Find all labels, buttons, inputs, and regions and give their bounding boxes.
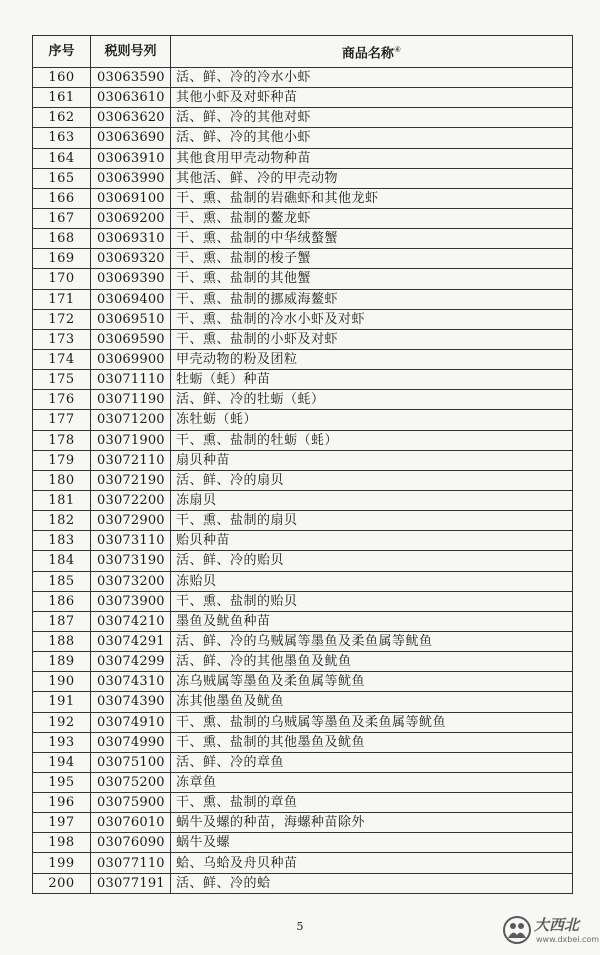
- name-cell: 干、熏、盐制的中华绒螯蟹: [171, 229, 573, 249]
- table-row: [33, 772, 573, 792]
- seq-cell: 191: [33, 692, 91, 712]
- table-row: [33, 450, 573, 470]
- watermark-title: 大西北: [534, 916, 580, 934]
- name-cell: 干、熏、盐制的章鱼: [171, 793, 573, 813]
- seq-cell: 179: [33, 450, 91, 470]
- name-cell: 干、熏、盐制的扇贝: [171, 511, 573, 531]
- name-cell: 干、熏、盐制的鳌龙虾: [171, 208, 573, 228]
- seq-cell: 173: [33, 329, 91, 349]
- name-cell: 甲壳动物的粉及团粒: [171, 349, 573, 369]
- table-row: [33, 672, 573, 692]
- name-cell: 活、鲜、冷的章鱼: [171, 752, 573, 772]
- table-row: [33, 269, 573, 289]
- name-cell: 活、鲜、冷的牡蛎（蚝）: [171, 390, 573, 410]
- table-row: [33, 470, 573, 490]
- name-cell: 活、鲜、冷的其他墨鱼及鱿鱼: [171, 652, 573, 672]
- name-cell: 干、熏、盐制的冷水小虾及对虾: [171, 309, 573, 329]
- code-cell: 03063590: [91, 68, 171, 88]
- code-cell: 03069200: [91, 208, 171, 228]
- name-cell: 干、熏、盐制的贻贝: [171, 591, 573, 611]
- name-cell: 干、熏、盐制的小虾及对虾: [171, 329, 573, 349]
- name-cell: 干、熏、盐制的挪威海鳌虾: [171, 289, 573, 309]
- table-row: [33, 873, 573, 893]
- table-row: [33, 531, 573, 551]
- name-cell: 活、鲜、冷的其他对虾: [171, 108, 573, 128]
- table-row: [33, 188, 573, 208]
- name-cell: 其他食用甲壳动物种苗: [171, 148, 573, 168]
- code-cell: 03075100: [91, 752, 171, 772]
- code-cell: 03069100: [91, 188, 171, 208]
- code-cell: 03073200: [91, 571, 171, 591]
- table-row: [33, 390, 573, 410]
- table-row: [33, 148, 573, 168]
- seq-cell: 184: [33, 551, 91, 571]
- code-cell: 03069320: [91, 249, 171, 269]
- seq-cell: 175: [33, 370, 91, 390]
- seq-cell: 169: [33, 249, 91, 269]
- code-cell: 03075900: [91, 793, 171, 813]
- name-cell: 冻其他墨鱼及鱿鱼: [171, 692, 573, 712]
- code-cell: 03072200: [91, 490, 171, 510]
- seq-cell: 164: [33, 148, 91, 168]
- code-cell: 03071200: [91, 410, 171, 430]
- code-cell: 03074990: [91, 732, 171, 752]
- code-cell: 03071900: [91, 430, 171, 450]
- name-cell: 活、鲜、冷的其他小虾: [171, 128, 573, 148]
- seq-cell: 162: [33, 108, 91, 128]
- name-cell: 墨鱼及鱿鱼种苗: [171, 611, 573, 631]
- seq-cell: 171: [33, 289, 91, 309]
- name-cell: 活、鲜、冷的蛤: [171, 873, 573, 893]
- table-row: [33, 68, 573, 88]
- page-number: 5: [296, 920, 304, 933]
- name-cell: 冻牡蛎（蚝）: [171, 410, 573, 430]
- seq-cell: 198: [33, 833, 91, 853]
- code-cell: 03074310: [91, 672, 171, 692]
- name-cell: 活、鲜、冷的扇贝: [171, 470, 573, 490]
- seq-cell: 181: [33, 490, 91, 510]
- name-cell: 干、熏、盐制的其他墨鱼及鱿鱼: [171, 732, 573, 752]
- seq-cell: 188: [33, 631, 91, 651]
- seq-cell: 168: [33, 229, 91, 249]
- table-body: [33, 68, 573, 894]
- header-name: [171, 36, 573, 68]
- code-cell: 03069900: [91, 349, 171, 369]
- seq-cell: 199: [33, 853, 91, 873]
- seq-cell: 187: [33, 611, 91, 631]
- table-row: [33, 370, 573, 390]
- table-row: [33, 430, 573, 450]
- table-row: [33, 551, 573, 571]
- name-cell: 其他小虾及对虾种苗: [171, 88, 573, 108]
- name-cell: 活、鲜、冷的贻贝: [171, 551, 573, 571]
- name-cell: 冻扇贝: [171, 490, 573, 510]
- seq-cell: 163: [33, 128, 91, 148]
- table-row: [33, 309, 573, 329]
- code-cell: 03069310: [91, 229, 171, 249]
- code-cell: 03074210: [91, 611, 171, 631]
- table-row: [33, 752, 573, 772]
- watermark: [502, 913, 600, 949]
- seq-cell: 160: [33, 68, 91, 88]
- seq-cell: 172: [33, 309, 91, 329]
- name-cell: 蛤、乌蛤及舟贝种苗: [171, 853, 573, 873]
- table-row: [33, 511, 573, 531]
- header-code: 税则号列: [91, 36, 171, 68]
- seq-cell: 189: [33, 652, 91, 672]
- code-cell: 03063910: [91, 148, 171, 168]
- table-row: [33, 611, 573, 631]
- name-cell: 贻贝种苗: [171, 531, 573, 551]
- name-cell: 干、熏、盐制的乌贼属等墨鱼及柔鱼属等鱿鱼: [171, 712, 573, 732]
- table-row: [33, 571, 573, 591]
- seq-cell: 166: [33, 188, 91, 208]
- table-row: [33, 793, 573, 813]
- seq-cell: 167: [33, 208, 91, 228]
- seq-cell: 185: [33, 571, 91, 591]
- seq-cell: 195: [33, 772, 91, 792]
- table-row: [33, 813, 573, 833]
- seq-cell: 197: [33, 813, 91, 833]
- table-row: [33, 289, 573, 309]
- table-row: [33, 833, 573, 853]
- table-row: [33, 168, 573, 188]
- code-cell: 03072110: [91, 450, 171, 470]
- seq-cell: 194: [33, 752, 91, 772]
- table-row: [33, 410, 573, 430]
- code-cell: 03071110: [91, 370, 171, 390]
- seq-cell: 192: [33, 712, 91, 732]
- seq-cell: 178: [33, 430, 91, 450]
- table-row: [33, 692, 573, 712]
- table-row: [33, 249, 573, 269]
- header-seq: 序号: [33, 36, 91, 68]
- code-cell: 03076090: [91, 833, 171, 853]
- code-cell: 03073900: [91, 591, 171, 611]
- seq-cell: 180: [33, 470, 91, 490]
- code-cell: 03075200: [91, 772, 171, 792]
- code-cell: 03077191: [91, 873, 171, 893]
- code-cell: 03069510: [91, 309, 171, 329]
- header-name-note: ④: [393, 44, 402, 54]
- seq-cell: 174: [33, 349, 91, 369]
- name-cell: 牡蛎（蚝）种苗: [171, 370, 573, 390]
- table-row: [33, 631, 573, 651]
- code-cell: 03074291: [91, 631, 171, 651]
- name-cell: 蜗牛及螺的种苗，海螺种苗除外: [171, 813, 573, 833]
- name-cell: 冻乌贼属等墨鱼及柔鱼属等鱿鱼: [171, 672, 573, 692]
- name-cell: 蜗牛及螺: [171, 833, 573, 853]
- table-row: [33, 329, 573, 349]
- code-cell: 03074390: [91, 692, 171, 712]
- seq-cell: 165: [33, 168, 91, 188]
- name-cell: 干、熏、盐制的梭子蟹: [171, 249, 573, 269]
- seq-cell: 186: [33, 591, 91, 611]
- code-cell: 03069590: [91, 329, 171, 349]
- code-cell: 03072900: [91, 511, 171, 531]
- code-cell: 03069400: [91, 289, 171, 309]
- seq-cell: 170: [33, 269, 91, 289]
- code-cell: 03076010: [91, 813, 171, 833]
- table-row: [33, 349, 573, 369]
- name-cell: 活、鲜、冷的冷水小虾: [171, 68, 573, 88]
- code-cell: 03074299: [91, 652, 171, 672]
- seq-cell: 182: [33, 511, 91, 531]
- seq-cell: 196: [33, 793, 91, 813]
- code-cell: 03063690: [91, 128, 171, 148]
- seq-cell: 177: [33, 410, 91, 430]
- code-cell: 03072190: [91, 470, 171, 490]
- watermark-url: www.dxbei.com: [536, 935, 600, 944]
- code-cell: 03073190: [91, 551, 171, 571]
- table-row: [33, 128, 573, 148]
- code-cell: 03077110: [91, 853, 171, 873]
- code-cell: 03063990: [91, 168, 171, 188]
- code-cell: 03071190: [91, 390, 171, 410]
- table-row: [33, 591, 573, 611]
- name-cell: 干、熏、盐制的岩礁虾和其他龙虾: [171, 188, 573, 208]
- header-name-text: 商品名称: [341, 46, 394, 62]
- name-cell: 扇贝种苗: [171, 450, 573, 470]
- people-silhouette-icon: [502, 915, 532, 945]
- table-row: [33, 229, 573, 249]
- table-header-row: [33, 36, 573, 68]
- tariff-table: [32, 35, 573, 894]
- table-row: [33, 712, 573, 732]
- name-cell: 干、熏、盐制的牡蛎（蚝）: [171, 430, 573, 450]
- seq-cell: 193: [33, 732, 91, 752]
- code-cell: 03063610: [91, 88, 171, 108]
- seq-cell: 176: [33, 390, 91, 410]
- seq-cell: 200: [33, 873, 91, 893]
- table-row: [33, 652, 573, 672]
- code-cell: 03074910: [91, 712, 171, 732]
- code-cell: 03069390: [91, 269, 171, 289]
- name-cell: 活、鲜、冷的乌贼属等墨鱼及柔鱼属等鱿鱼: [171, 631, 573, 651]
- table-row: [33, 88, 573, 108]
- table-row: [33, 208, 573, 228]
- table-row: [33, 732, 573, 752]
- name-cell: 冻贻贝: [171, 571, 573, 591]
- name-cell: 冻章鱼: [171, 772, 573, 792]
- table-row: [33, 490, 573, 510]
- name-cell: 其他活、鲜、冷的甲壳动物: [171, 168, 573, 188]
- seq-cell: 183: [33, 531, 91, 551]
- seq-cell: 190: [33, 672, 91, 692]
- table-row: [33, 853, 573, 873]
- seq-cell: 161: [33, 88, 91, 108]
- table-row: [33, 108, 573, 128]
- name-cell: 干、熏、盐制的其他蟹: [171, 269, 573, 289]
- code-cell: 03073110: [91, 531, 171, 551]
- code-cell: 03063620: [91, 108, 171, 128]
